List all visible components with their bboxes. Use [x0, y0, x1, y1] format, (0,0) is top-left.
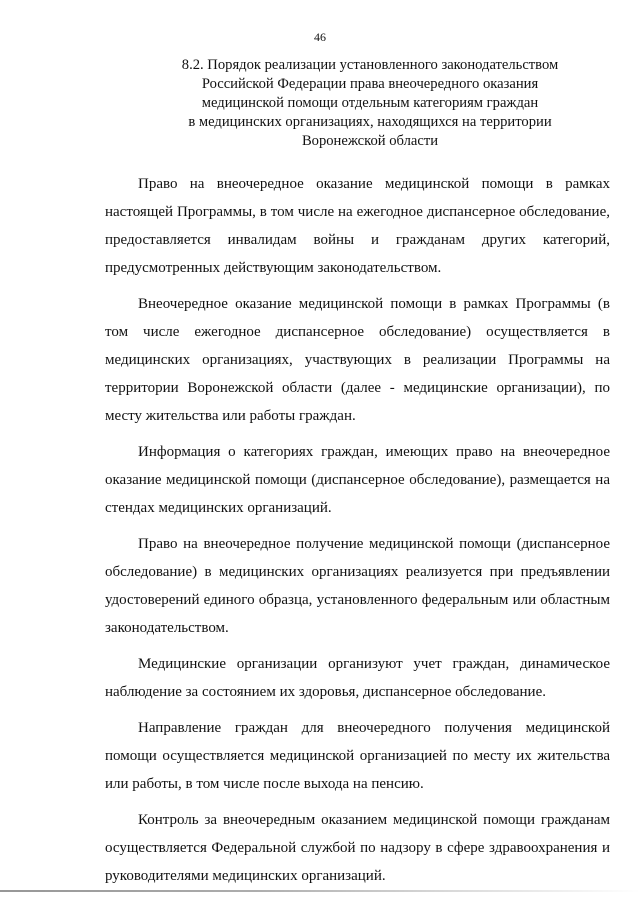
paragraph-priority-right: Право на внеочередное оказание медицинской помощи в рамках настоящей Программы, в том числе на ежегодное диспансерное обследование, предоставляется инвалидам войны и гражданам других категорий, предусмотренных действующим законодательством.: [105, 176, 610, 276]
section-heading: [110, 56, 630, 151]
scan-bottom-edge: [0, 890, 640, 892]
heading-line: Российской Федерации права внеочередного оказания: [201, 76, 539, 92]
paragraph-registration: Медицинские организации организуют учет граждан, динамическое наблюдение за состоянием их здоровья, диспансерное обследование.: [105, 656, 610, 700]
heading-line: в медицинских организациях, находящихся на территории: [188, 114, 552, 130]
paragraph-referral: Направление граждан для внеочередного получения медицинской помощи осуществляется медицинской организацией по месту их жительства или работы, в том числе после выхода на пенсию.: [105, 720, 610, 792]
heading-line: медицинской помощи отдельным категориям граждан: [201, 95, 539, 111]
heading-line: Воронежской области: [301, 133, 439, 149]
paragraph-information-stands: Информация о категориях граждан, имеющих право на внеочередное оказание медицинской помощи (диспансерное обследование), размещается на стендах медицинских организаций.: [105, 444, 610, 516]
heading-line: 8.2. Порядок реализации установленного законодательством: [181, 57, 559, 73]
paragraph-where-provided: Внеочередное оказание медицинской помощи в рамках Программы (в том числе ежегодное диспансерное обследование) осуществляется в медицинских организациях, участвующих в реализации Программы на территории Воронежской области (далее - медицинские организации), по месту жительства или работы граждан.: [105, 296, 610, 424]
paragraph-control: Контроль за внеочередным оказанием медицинской помощи гражданам осуществляется Федеральной службой по надзору в сфере здравоохранения и руководителями медицинских организаций.: [105, 812, 610, 884]
page-number: 46: [314, 30, 326, 44]
paragraph-certificates: Право на внеочередное получение медицинской помощи (диспансерное обследование) в медицинских организациях реализуется при предъявлении удостоверений единого образца, установленного федеральным или областным законодательством.: [105, 536, 610, 636]
body-text: [105, 170, 610, 898]
